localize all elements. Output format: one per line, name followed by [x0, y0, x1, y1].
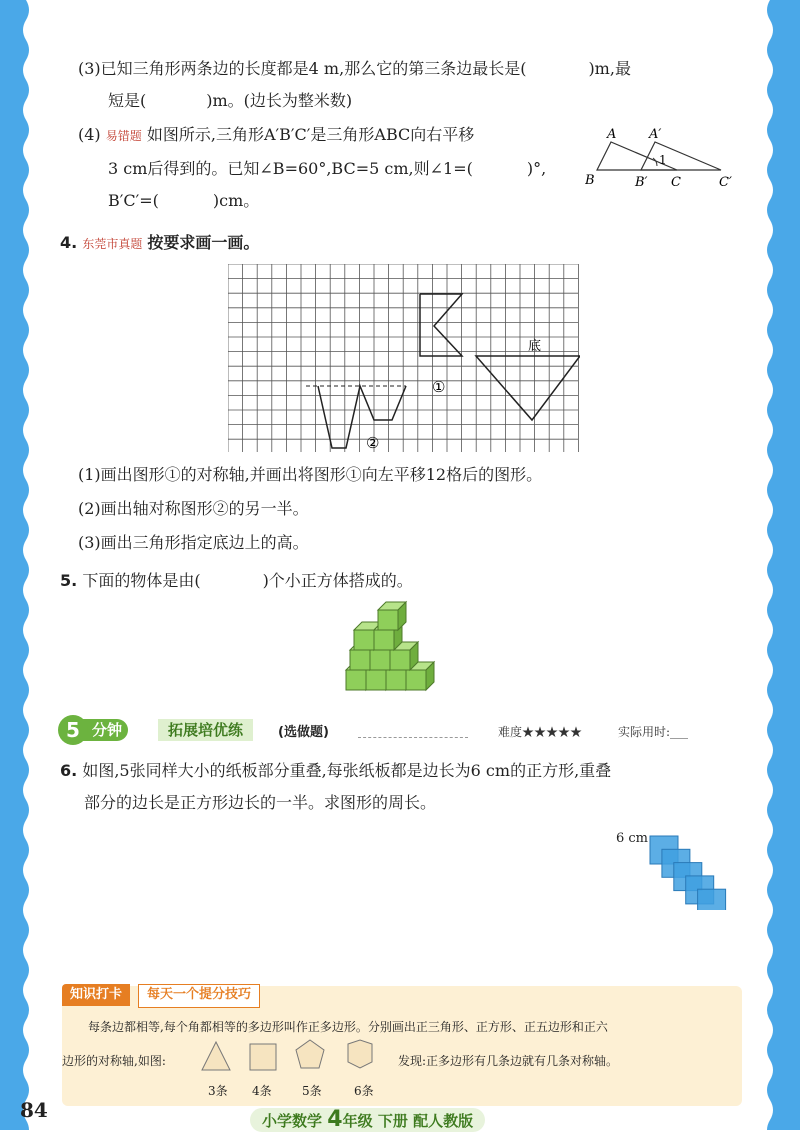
q5-line: 5. 下面的物体是由( )个小正方体搭成的。: [60, 571, 413, 590]
difficulty-rating: 难度★★★★★: [498, 725, 583, 739]
q4-task1: (1)画出图形①的对称轴,并画出将图形①向左平移12格后的图形。: [78, 465, 543, 484]
tip-heading: 知识打卡: [62, 984, 130, 1006]
cube-front-face: [366, 670, 386, 690]
cube-front-face: [350, 650, 370, 670]
tip-subheading: 每天一个提分技巧: [138, 984, 260, 1008]
knowledge-tip-box: [62, 986, 742, 1106]
error-prone-tag: 易错题: [105, 129, 142, 143]
q4sub-line2: 3 cm后得到的。已知∠B=60°,BC=5 cm,则∠1=( )°,: [108, 159, 547, 178]
paper-square: [698, 889, 726, 910]
q3-line2: 短是( )m。(边长为整米数): [108, 91, 353, 110]
label-B-prime: B′: [635, 175, 648, 190]
label-B: B: [585, 173, 595, 188]
q6-line1: 6. 如图,5张同样大小的纸板部分重叠,每张纸板都是边长为6 cm的正方形,重叠: [60, 761, 612, 780]
square-axes-label: 4条: [252, 1084, 272, 1098]
equilateral-triangle: [202, 1042, 230, 1070]
section-number-badge: 5: [58, 715, 88, 745]
q4-title-line: 4. 东莞市真题 按要求画一画。: [60, 233, 260, 252]
base-label: 底: [528, 339, 542, 354]
figure-1-label: ①: [432, 378, 446, 396]
overlapping-squares-figure: [646, 830, 736, 910]
q4-task3: (3)画出三角形指定底边上的高。: [78, 533, 309, 552]
regular-pentagon: [296, 1040, 324, 1068]
q6-line2: 部分的边长是正方形边长的一半。求图形的周长。: [84, 793, 437, 812]
drawing-grid: [228, 264, 580, 452]
tip-text-line2b: 发现:正多边形有几条边就有几条对称轴。: [398, 1054, 619, 1068]
page-number: 84: [20, 1098, 48, 1122]
section-optional-note: (选做题): [278, 725, 329, 740]
section-divider: [358, 737, 468, 738]
cube-front-face: [370, 650, 390, 670]
cube-front-face: [354, 630, 374, 650]
label-angle-1: 1: [659, 153, 667, 167]
cube-front-face: [378, 610, 398, 630]
q4sub-line1: (4) 易错题 如图所示,三角形A′B′C′是三角形ABC向右平移: [78, 125, 475, 144]
hexagon-axes-label: 6条: [354, 1084, 374, 1098]
cube-front-face: [346, 670, 366, 690]
triangle-translation-figure: [585, 120, 760, 200]
q4sub-line3: B′C′=( )cm。: [108, 191, 260, 210]
cube-front-face: [374, 630, 394, 650]
actual-time-field: 实际用时:___: [618, 725, 689, 739]
cube-front-face: [386, 670, 406, 690]
label-C: C: [671, 175, 681, 190]
regular-hexagon: [348, 1040, 372, 1068]
square-shape: [250, 1044, 276, 1070]
tip-text-line1: 每条边都相等,每个角都相等的多边形叫作正多边形。分别画出正三角形、正方形、正五边形和正六: [88, 1020, 608, 1034]
worksheet-page: [40, 18, 755, 1108]
section-header: [58, 715, 698, 749]
section-title: 拓展培优练: [158, 719, 253, 741]
q4-title: 按要求画一画。: [147, 233, 260, 252]
label-A-prime: A′: [649, 127, 662, 142]
cube-stack-figure: [340, 600, 450, 700]
regular-polygons-figure: [198, 1036, 388, 1080]
figure-2-label: ②: [366, 434, 380, 452]
region-exam-tag: 东莞市真题: [82, 237, 143, 251]
pentagon-axes-label: 5条: [302, 1084, 322, 1098]
label-A: A: [607, 127, 617, 142]
square-size-label: 6 cm: [616, 831, 649, 846]
q4-task2: (2)画出轴对称图形②的另一半。: [78, 499, 309, 518]
q3-line1: (3)已知三角形两条边的长度都是4 m,那么它的第三条边最长是( )m,最: [78, 59, 631, 78]
tip-text-line2a: 边形的对称轴,如图:: [62, 1054, 166, 1068]
triangle-axes-label: 3条: [208, 1084, 228, 1098]
cube-front-face: [390, 650, 410, 670]
section-minutes-tag: 分钟: [80, 719, 128, 741]
figure-1-shape: [420, 294, 462, 356]
label-C-prime: C′: [719, 175, 732, 190]
cube-front-face: [406, 670, 426, 690]
book-footer: 小学数学 4年级 下册 配人教版: [250, 1108, 485, 1132]
